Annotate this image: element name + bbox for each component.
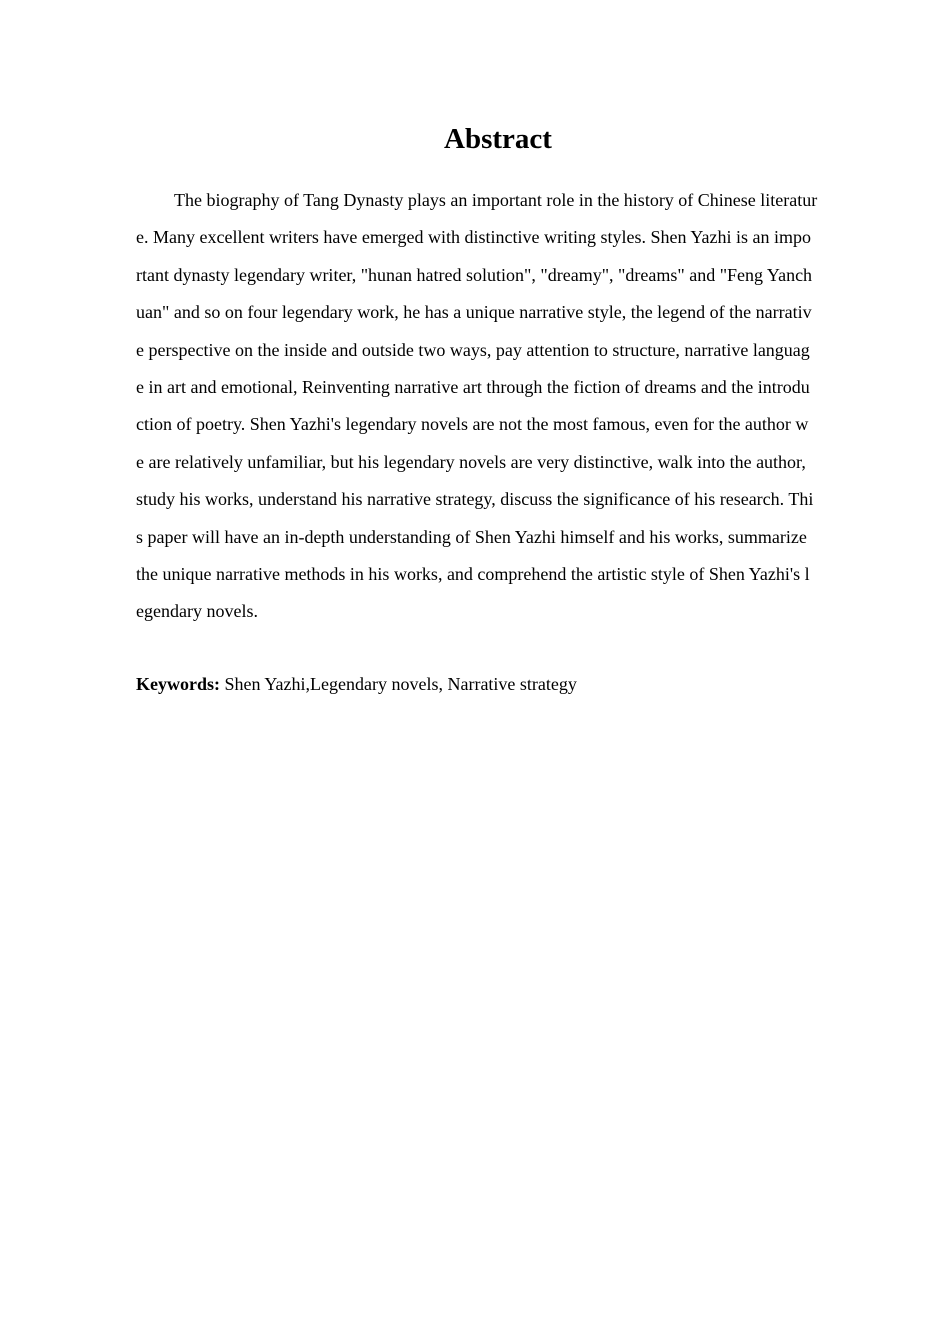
abstract-line: ction of poetry. Shen Yazhi's legendary novels are not the most famous, even for the author w: [136, 414, 809, 435]
abstract-line: e are relatively unfamiliar, but his legendary novels are very distinctive, walk into the author,: [136, 451, 806, 472]
abstract-line: s paper will have an in-depth understanding of Shen Yazhi himself and his works, summarize: [136, 526, 807, 547]
abstract-line: e in art and emotional, Reinventing narrative art through the fiction of dreams and the introdu: [136, 376, 810, 397]
keywords-label: Keywords:: [136, 674, 220, 694]
keywords-value: Shen Yazhi,Legendary novels, Narrative strategy: [224, 674, 577, 694]
abstract-line: e perspective on the inside and outside two ways, pay attention to structure, narrative languag: [136, 339, 810, 360]
abstract-line: the unique narrative methods in his works, and comprehend the artistic style of Shen Yazhi's l: [136, 563, 810, 584]
abstract-line: e. Many excellent writers have emerged with distinctive writing styles. Shen Yazhi is an impo: [136, 227, 812, 248]
abstract-line: egendary novels.: [136, 601, 258, 622]
abstract-body: [136, 182, 860, 631]
abstract-line: study his works, understand his narrative strategy, discuss the significance of his research. Thi: [136, 489, 814, 510]
abstract-line: uan" and so on four legendary work, he has a unique narrative style, the legend of the narrativ: [136, 302, 812, 323]
abstract-title: Abstract: [444, 123, 552, 155]
abstract-line: The biography of Tang Dynasty plays an important role in the history of Chinese literatur: [174, 190, 818, 210]
keywords-line: [136, 670, 860, 698]
abstract-line: rtant dynasty legendary writer, "hunan hatred solution", "dreamy", "dreams" and "Feng Yanch: [136, 264, 813, 285]
